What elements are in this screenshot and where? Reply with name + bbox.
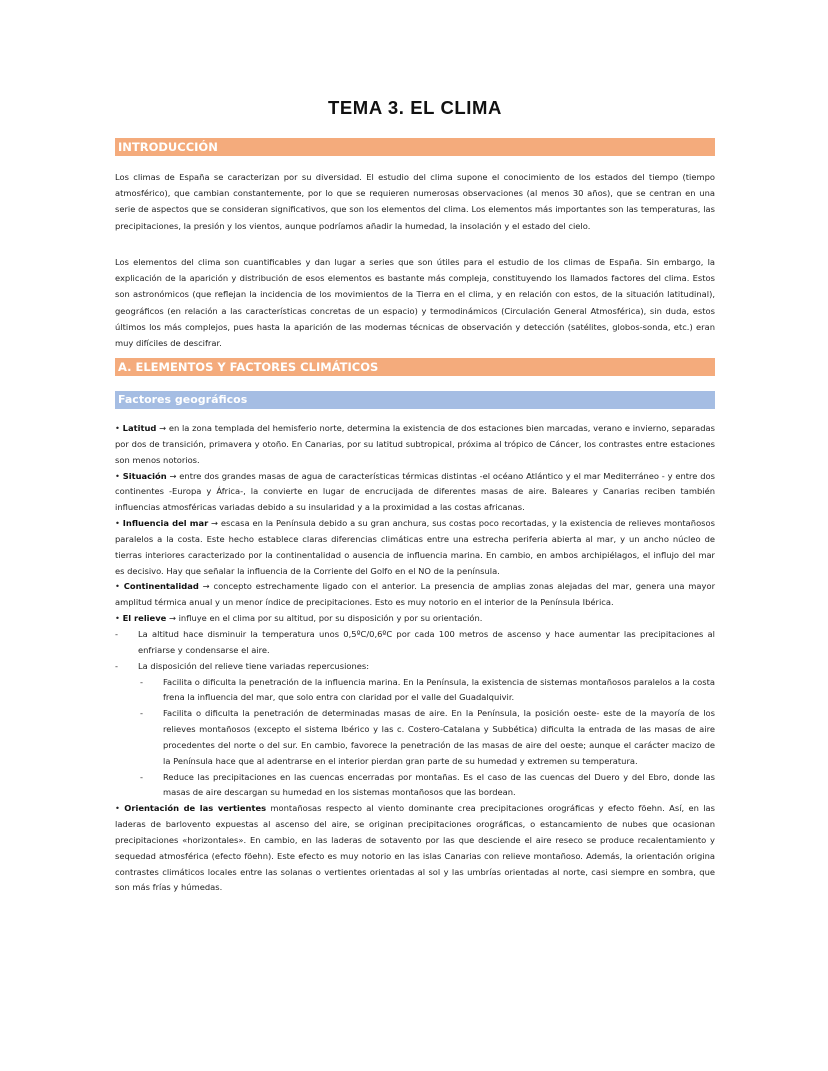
factor-term: Latitud [122, 423, 157, 433]
page-title: TEMA 3. EL CLIMA [327, 97, 503, 118]
factor-latitud [115, 421, 715, 469]
factor-text: → en la zona templada del hemisferio norte, determina la existencia de dos estaciones bien marcadas, verano e invierno, separadas por dos de transición, primavera y otoño. En Canarias, por su latitud subtropical, próxima al trópico de Cáncer, los contrastes entre estaciones son menos notorios. [115, 423, 715, 465]
bullet: • [115, 518, 120, 529]
intro-heading: INTRODUCCIÓN [115, 138, 715, 156]
bullet: • [115, 803, 120, 814]
factor-text: → concepto estrechamente ligado con el anterior. La presencia de amplias zonas alejadas del mar, genera una mayor amplitud térmica anual y un menor índice de precipitaciones. Esto es muy notorio en el interior de la Península Ibérica. [115, 581, 715, 608]
factor-term: Continentalidad [123, 581, 199, 592]
relieve-item-altitud: - La altitud hace disminuir la temperatura unos 0,5ºC/0,6ºC por cada 100 metros de ascenso y hace aumentar las precipitaciones al enfriarse y condensarse el aire. [115, 627, 715, 659]
disposicion-item-masas-de-aire: - Facilita o dificulta la penetración de determinadas masas de aire. En la Península, la posición oeste- este de la mayoría de los relieves montañosos (excepto el sistema Ibérico y las c. Costero-Catalana y Subbética) dificulta la entrada de las masas de aire procedentes del norte o del sur. En cambio, favorece la penetración de las masas de aire del oeste; aunque el carácter macizo de la Península hace que al adentrarse en el interior pierdan gran parte de su humedad y extremen su temperatura. [115, 706, 715, 769]
factor-term: El relieve [122, 613, 167, 624]
factor-orientacion-vertientes [115, 801, 715, 896]
factor-situacion [115, 469, 715, 517]
factor-relieve [115, 611, 715, 627]
disposicion-item-cuencas: - Reduce las precipitaciones en las cuencas encerradas por montañas. Es el caso de las cuencas del Duero y del Ebro, donde las masas de aire descargan su humedad en los sistemas montañosos que las bordean. [115, 770, 715, 802]
relieve-list [115, 627, 715, 675]
factor-text: → escasa en la Península debido a su gran anchura, sus costas poco recortadas, y la existencia de relieves montañosos paralelos a la costa. Este hecho establece claras diferencias climáticas entre una estrecha periferia abierta al mar, y un ancho núcleo de tierras interiores caracterizado por la continentalidad o ausencia de influencia marina. En cambio, en ambos archipiélagos, el influjo del mar es decisivo. Hay que señalar la influencia de la Corriente del Golfo en el NO de la península. [115, 518, 715, 576]
bullet: • [115, 470, 120, 481]
disposicion-list [115, 675, 715, 802]
bullet: • [115, 423, 120, 433]
section-a-heading: A. ELEMENTOS Y FACTORES CLIMÁTICOS [115, 358, 715, 376]
factor-term: Orientación de las vertientes [124, 803, 267, 814]
bullet: • [115, 613, 120, 624]
relieve-item-disposicion: - La disposición del relieve tiene variadas repercusiones: [115, 659, 715, 675]
bullet: • [115, 581, 120, 592]
factor-influencia-del-mar [115, 516, 715, 579]
factor-text: → entre dos grandes masas de agua de características térmicas distintas -el océano Atlántico y el mar Mediterráneo - y entre dos continentes -Europa y África-, la convierte en lugar de encrucijada de diferentes masas de aire. Baleares y Canarias reciben también influencias atmosféricas variadas debido a su insularidad y a la proximidad a las costas africanas. [115, 470, 716, 513]
factor-text: montañosas respecto al viento dominante crea precipitaciones orográficas y efecto föehn. Así, en las laderas de barlovento expuestas al ascenso del aire, se originan precipitaciones orográficas, o estancamiento de nubes que ocasionan precipitaciones «horizontales». En cambio, en las laderas de sotavento por las que desciende el aire reseco se produce recalentamiento y sequedad atmosférica (efecto föehn). Este efecto es muy notorio en las islas Canarias con relieve montañoso. Además, la orientación origina contrastes climáticos locales entre las solanas o vertientes orientadas al sol y las umbrías orientadas al norte, casi siempre en sombra, que son más frías y húmedas. [115, 803, 715, 893]
factor-term: Influencia del mar [122, 518, 209, 529]
factor-term: Situación [122, 470, 167, 481]
factor-continentalidad [115, 579, 715, 611]
factor-text: → influye en el clima por su altitud, por su disposición y por su orientación. [166, 613, 483, 624]
factors-list [115, 421, 715, 896]
geographic-factors-subheading: Factores geográficos [115, 391, 715, 409]
intro-paragraph-2: Los elementos del clima son cuantificables y dan lugar a series que son útiles para el estudio de los climas de España. Sin embargo, la explicación de la aparición y distribución de esos elementos es bastante más compleja, constituyendo los llamados factores del clima. Estos son astronómicos (que reflejan la incidencia de los movimientos de la Tierra en el clima, y en relación con estos, de la situación latitudinal), geográficos (en relación a las características concretas de un espacio) y termodinámicos (Circulación General Atmosférica), sin duda, estos últimos los más complejos, pues hasta la aparición de las modernas técnicas de observación y detección (satélites, globos-sonda, etc.) eran muy difíciles de descifrar. [115, 257, 715, 349]
disposicion-item-influencia-marina: - Facilita o dificulta la penetración de la influencia marina. En la Península, la existencia de sistemas montañosos paralelos a la costa frena la influencia del mar, que solo entra con claridad por el valle del Guadalquivir. [115, 675, 715, 707]
intro-paragraph-1: Los climas de España se caracterizan por su diversidad. El estudio del clima supone el conocimiento de los estados del tiempo (tiempo atmosférico), que cambian constantemente, por lo que se requieren numerosas observaciones (al menos 30 años), que se centran en una serie de aspectos que se consideran significativos, que son los elementos del clima. Los elementos más importantes son las temperaturas, las precipitaciones, la presión y los vientos, aunque podríamos añadir la humedad, la insolación y el estado del cielo. [115, 172, 715, 231]
